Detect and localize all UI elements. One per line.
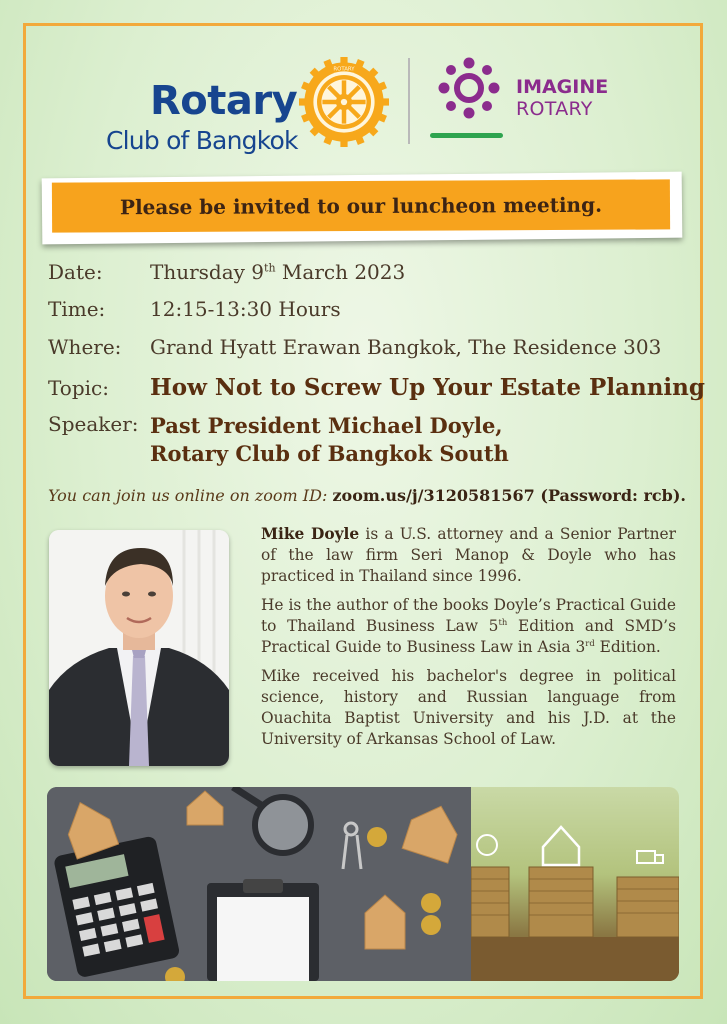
date-label: Date: bbox=[48, 260, 103, 284]
rotary-wordmark: Rotary bbox=[150, 78, 298, 124]
svg-text:ROTARY: ROTARY bbox=[333, 66, 355, 73]
topic-value: How Not to Screw Up Your Estate Planning bbox=[150, 374, 705, 401]
imagine-word: IMAGINE bbox=[516, 76, 609, 98]
speaker-line-1: Past President Michael Doyle, bbox=[150, 413, 503, 438]
club-name: Club of Bangkok bbox=[106, 126, 298, 155]
header-divider bbox=[408, 58, 410, 144]
imagine-underline bbox=[430, 133, 503, 138]
speaker-photo bbox=[49, 530, 229, 766]
bio-name: Mike Doyle bbox=[261, 525, 360, 543]
where-label: Where: bbox=[48, 335, 122, 359]
rotary-wheel-icon bbox=[299, 57, 389, 147]
time-value: 12:15-13:30 Hours bbox=[150, 297, 341, 321]
bio-paragraph-3: Mike received his bachelor's degree in political science, history and Russian language from Ouachita Baptist University and his J.D. at the University of Arkansas School of Law. bbox=[261, 667, 676, 748]
coin-stacks-image bbox=[471, 787, 679, 981]
invitation-banner: Please be invited to our luncheon meeting. bbox=[52, 179, 670, 232]
speaker-bio bbox=[261, 524, 676, 758]
speaker-line-2: Rotary Club of Bangkok South bbox=[150, 441, 509, 466]
speaker-value bbox=[150, 412, 509, 468]
bio-paragraph-2: He is the author of the books Doyle’s Practical Guide to Thailand Business Law 5th Edition and SMD’s Practical Guide to Business Law in Asia 3rd Edition. bbox=[261, 596, 676, 656]
topic-label: Topic: bbox=[48, 376, 109, 400]
where-value: Grand Hyatt Erawan Bangkok, The Residence 303 bbox=[150, 335, 662, 359]
zoom-link[interactable]: zoom.us/j/3120581567 (Password: rcb). bbox=[332, 486, 686, 505]
imagine-rotary-word: ROTARY bbox=[516, 98, 593, 120]
date-value: Thursday 9th March 2023 bbox=[150, 260, 406, 284]
time-label: Time: bbox=[48, 297, 106, 321]
bio-paragraph-1: Mike Doyle is a U.S. attorney and a Senior Partner of the law firm Seri Manop & Doyle who has practiced in Thailand since 1996. bbox=[261, 525, 676, 585]
zoom-prefix: You can join us online on zoom ID: bbox=[48, 486, 328, 505]
speaker-label: Speaker: bbox=[48, 412, 139, 436]
imagine-rotary-icon bbox=[437, 56, 501, 120]
imagine-rotary-text bbox=[516, 76, 608, 120]
real-estate-image bbox=[47, 787, 471, 981]
zoom-info bbox=[48, 486, 686, 505]
